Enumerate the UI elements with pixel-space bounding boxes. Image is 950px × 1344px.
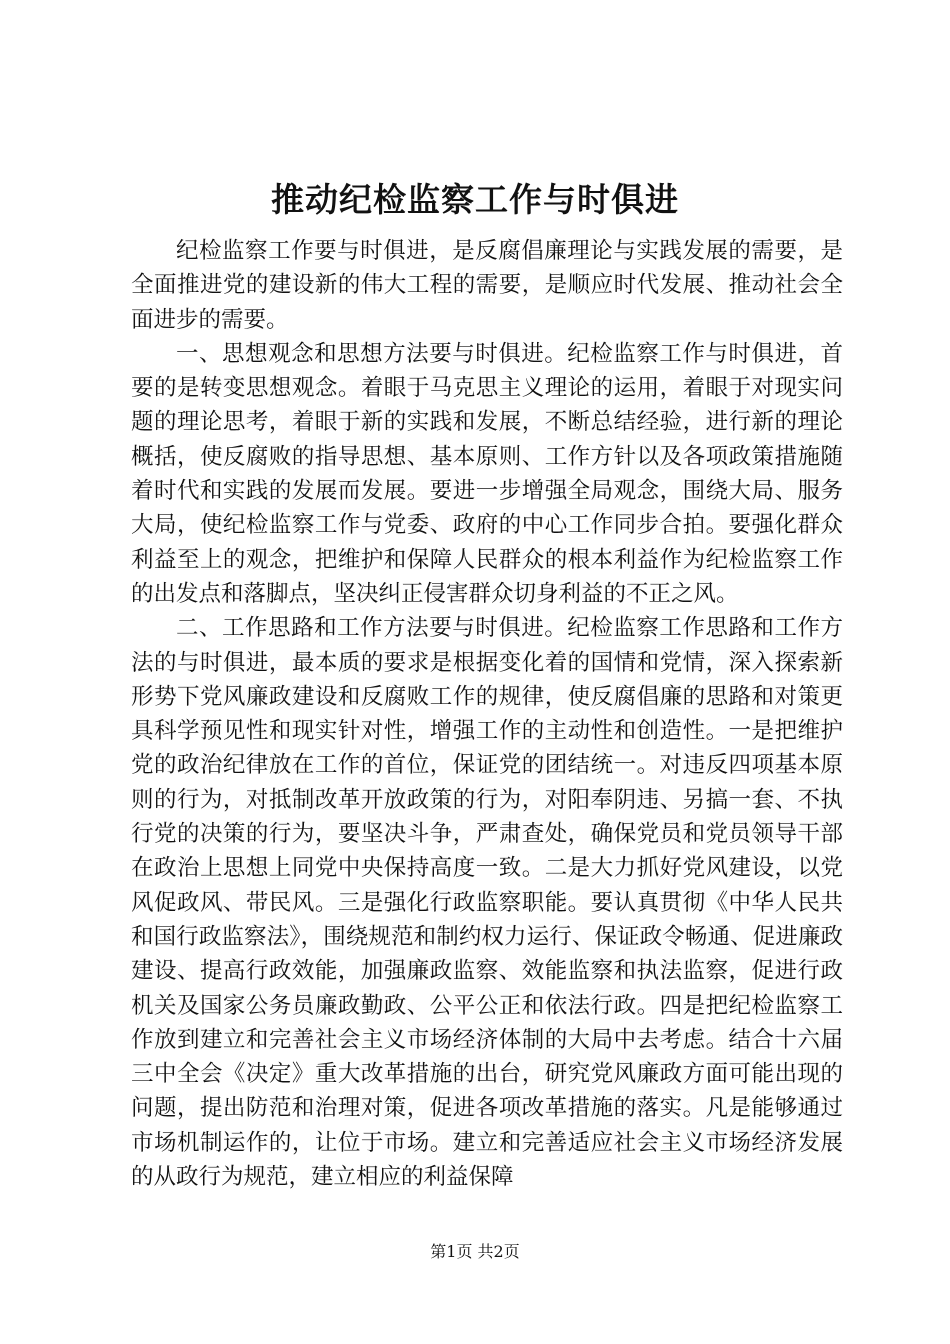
document-title: 推动纪检监察工作与时俱进 (271, 180, 679, 219)
document-body (131, 234, 843, 1194)
paragraph-section-two: 二、工作思路和工作方法要与时俱进。纪检监察工作思路和工作方法的与时俱进，最本质的要求是根据变化着的国情和党情，深入探索新形势下党风廉政建设和反腐败工作的规律，使反腐倡廉的思路和对策更具科学预见性和现实针对性，增强工作的主动性和创造性。一是把维护党的政治纪律放在工作的首位，保证党的团结统一。对违反四项基本原则的行为，对抵制改革开放政策的行为，对阳奉阴违、另搞一套、不执行党的决策的行为，要坚决斗争，严肃查处，确保党员和党员领导干部在政治上思想上同党中央保持高度一致。二是大力抓好党风建设，以党风促政风、带民风。三是强化行政监察职能。要认真贯彻《中华人民共和国行政监察法》，围绕规范和制约权力运行、保证政令畅通、促进廉政建设、提高行政效能，加强廉政监察、效能监察和执法监察，促进行政机关及国家公务员廉政勤政、公平公正和依法行政。四是把纪检监察工作放到建立和完善社会主义市场经济体制的大局中去考虑。结合十六届三中全会《决定》重大改革措施的出台，研究党风廉政方面可能出现的问题，提出防范和治理对策，促进各项改革措施的落实。凡是能够通过市场机制运作的，让位于市场。建立和完善适应社会主义市场经济发展的从政行为规范，建立相应的利益保障 (131, 615, 843, 1191)
paragraph-section-one: 一、思想观念和思想方法要与时俱进。纪检监察工作与时俱进，首要的是转变思想观念。着眼于马克思主义理论的运用，着眼于对现实问题的理论思考，着眼于新的实践和发展，不断总结经验，进行新的理论概括，使反腐败的指导思想、基本原则、工作方针以及各项政策措施随着时代和实践的发展而发展。要进一步增强全局观念，围绕大局、服务大局，使纪检监察工作与党委、政府的中心工作同步合拍。要强化群众利益至上的观念，把维护和保障人民群众的根本利益作为纪检监察工作的出发点和落脚点，坚决纠正侵害群众切身利益的不正之风。 (131, 340, 843, 607)
page-footer: 第1页 共2页 (430, 1242, 520, 1261)
paragraph-intro: 纪检监察工作要与时俱进，是反腐倡廉理论与实践发展的需要，是全面推进党的建设新的伟大工程的需要，是顺应时代发展、推动社会全面进步的需要。 (131, 238, 843, 333)
